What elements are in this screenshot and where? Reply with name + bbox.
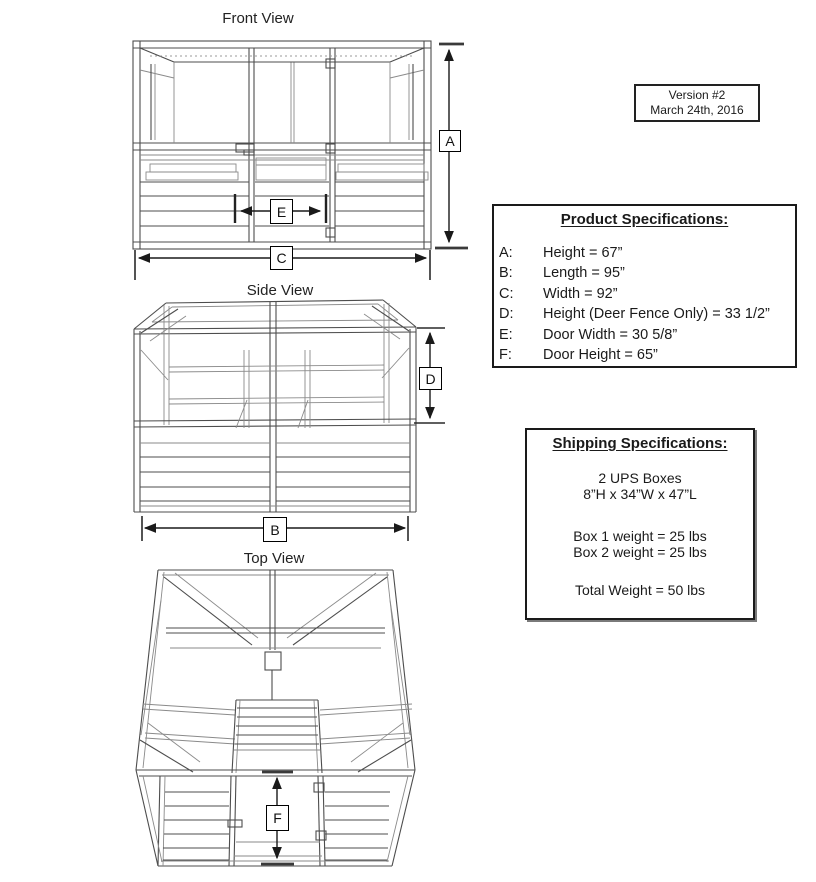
- spec-value: Length = 95”: [543, 265, 625, 282]
- spec-value: Door Width = 30 5/8”: [543, 326, 678, 343]
- spec-letter: B:: [499, 265, 513, 282]
- spec-row-e: [494, 325, 795, 345]
- version-box: [634, 84, 760, 122]
- dim-label-c: C: [270, 246, 293, 270]
- dim-label-e: E: [270, 199, 293, 224]
- shipping-box2-weight: Box 2 weight = 25 lbs: [573, 544, 707, 560]
- version-date: March 24th, 2016: [650, 103, 744, 117]
- spec-row-d: [494, 304, 795, 324]
- product-specs-title: Product Specifications:: [560, 211, 729, 228]
- front-view-title: Front View: [222, 10, 294, 27]
- spec-value: Width = 92”: [543, 285, 618, 302]
- product-specs-box: [492, 204, 797, 368]
- dim-label-f: F: [266, 805, 289, 831]
- spec-row-b: [494, 263, 795, 283]
- spec-row-a: [494, 243, 795, 263]
- spec-row-c: [494, 284, 795, 304]
- version-number: Version #2: [668, 88, 726, 102]
- spec-value: Height = 67”: [543, 245, 623, 261]
- spec-letter: C:: [499, 285, 514, 302]
- side-view-drawing: [134, 300, 416, 512]
- shipping-specs-title: Shipping Specifications:: [552, 435, 728, 452]
- spec-value: Door Height = 65”: [543, 347, 658, 364]
- spec-row-f: [494, 345, 795, 365]
- shipping-box-dimensions: 8”H x 34”W x 47”L: [583, 486, 697, 502]
- shipping-boxes-count: 2 UPS Boxes: [598, 470, 682, 486]
- spec-letter: A:: [499, 245, 513, 261]
- shipping-specs-box: [525, 428, 755, 620]
- dim-label-b: B: [263, 517, 287, 542]
- shipping-box1-weight: Box 1 weight = 25 lbs: [573, 528, 707, 544]
- product-specs-rows: [494, 243, 795, 365]
- top-view-title: Top View: [243, 550, 305, 567]
- dim-label-d: D: [419, 367, 442, 390]
- spec-value: Height (Deer Fence Only) = 33 1/2”: [543, 306, 770, 323]
- side-view-title: Side View: [246, 282, 314, 299]
- spec-letter: E:: [499, 326, 513, 343]
- spec-letter: D:: [499, 306, 514, 323]
- spec-letter: F:: [499, 347, 512, 364]
- shipping-total-weight: Total Weight = 50 lbs: [574, 582, 706, 598]
- dim-label-a: A: [439, 130, 461, 152]
